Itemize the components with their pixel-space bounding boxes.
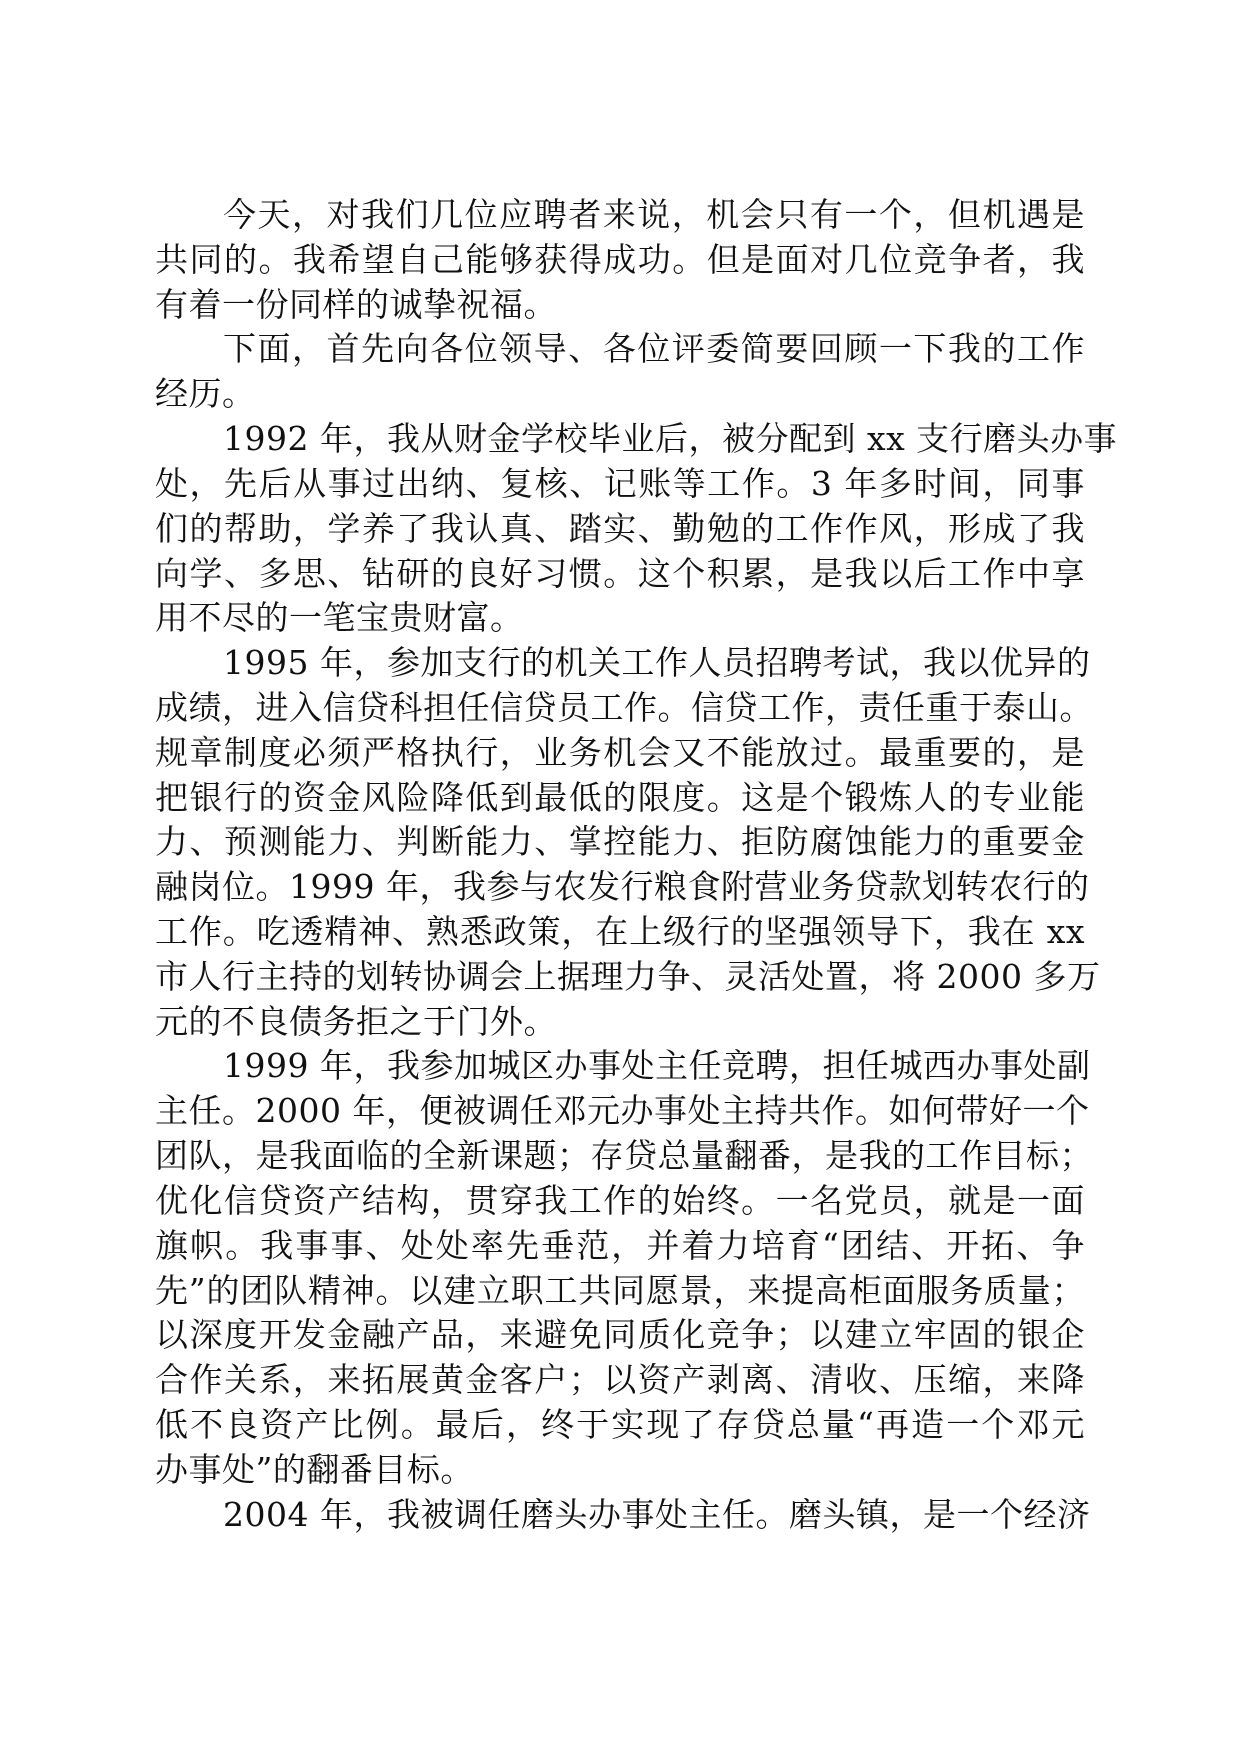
paragraph <box>155 1044 1093 1492</box>
text-line: 融岗位。1999 年，我参与农发行粮食附营业务贷款划转农行的 <box>155 867 1090 907</box>
text-line: 向学、多思、钻研的良好习惯。这个积累，是我以后工作中享 <box>155 553 1085 593</box>
text-line: 低不良资产比例。最后，终于实现了存贷总量“再造一个邓元 <box>155 1404 1085 1444</box>
paragraph <box>155 193 1085 327</box>
text-line: 合作关系，来拓展黄金客户；以资产剥离、清收、压缩，来降 <box>155 1360 1085 1400</box>
text-line: 2004 年，我被调任磨头办事处主任。磨头镇，是一个经济 <box>223 1494 1091 1534</box>
paragraph <box>155 417 1118 641</box>
text-line: 用不尽的一笔宝贵财富。 <box>155 598 524 638</box>
text-line: 主任。2000 年，便被调任邓元办事处主持共作。如何带好一个 <box>155 1091 1090 1131</box>
text-line: 处，先后从事过出纳、复核、记账等工作。3 年多时间，同事 <box>155 463 1085 503</box>
text-line: 力、预测能力、判断能力、掌控能力、拒防腐蚀能力的重要金 <box>155 822 1085 862</box>
paragraph <box>155 1493 1091 1538</box>
text-line: 们的帮助，学养了我认真、踏实、勤勉的工作作风，形成了我 <box>155 508 1085 548</box>
text-line: 工作。吃透精神、熟悉政策，在上级行的坚强领导下，我在 xx <box>155 912 1085 951</box>
text-line: 旗帜。我事事、处处率先垂范，并着力培育“团结、开拓、争 <box>155 1225 1085 1265</box>
text-line: 以深度开发金融产品，来避免同质化竞争；以建立牢固的银企 <box>155 1315 1085 1355</box>
text-line: 有着一份同样的诚挚祝福。 <box>155 284 557 324</box>
text-line: 1995 年，参加支行的机关工作人员招聘考试，我以优异的 <box>223 643 1091 683</box>
text-line: 今天，对我们几位应聘者来说，机会只有一个，但机遇是 <box>223 195 1085 234</box>
text-line: 规章制度必须严格执行，业务机会又不能放过。最重要的，是 <box>155 732 1085 772</box>
text-line: 下面，首先向各位领导、各位评委简要回顾一下我的工作 <box>223 329 1085 369</box>
text-line: 元的不良债务拒之于门外。 <box>155 1001 557 1041</box>
text-line: 共同的。我希望自己能够获得成功。但是面对几位竞争者，我 <box>155 239 1085 279</box>
text-line: 市人行主持的划转协调会上据理力争、灵活处置，将 2000 多万 <box>155 956 1101 996</box>
text-line: 办事处”的翻番目标。 <box>155 1449 474 1489</box>
text-line: 优化信贷资产结构，贯穿我工作的始终。一名党员，就是一面 <box>155 1180 1085 1220</box>
text-line: 1999 年，我参加城区办事处主任竞聘，担任城西办事处副 <box>223 1046 1091 1086</box>
text-line: 先”的团队精神。以建立职工共同愿景，来提高柜面服务质量； <box>155 1270 1085 1310</box>
text-line: 团队，是我面临的全新课题；存贷总量翻番，是我的工作目标； <box>155 1136 1093 1176</box>
text-line: 1992 年，我从财金学校毕业后，被分配到 xx 支行磨头办事 <box>223 419 1118 459</box>
text-line: 成绩，进入信贷科担任信贷员工作。信贷工作，责任重于泰山。 <box>155 687 1093 727</box>
body-text <box>155 193 1118 1537</box>
text-line: 经历。 <box>155 374 256 414</box>
paragraph <box>155 327 1085 417</box>
text-line: 把银行的资金风险降低到最低的限度。这是个锻炼人的专业能 <box>155 777 1085 817</box>
paragraph <box>155 641 1101 1044</box>
